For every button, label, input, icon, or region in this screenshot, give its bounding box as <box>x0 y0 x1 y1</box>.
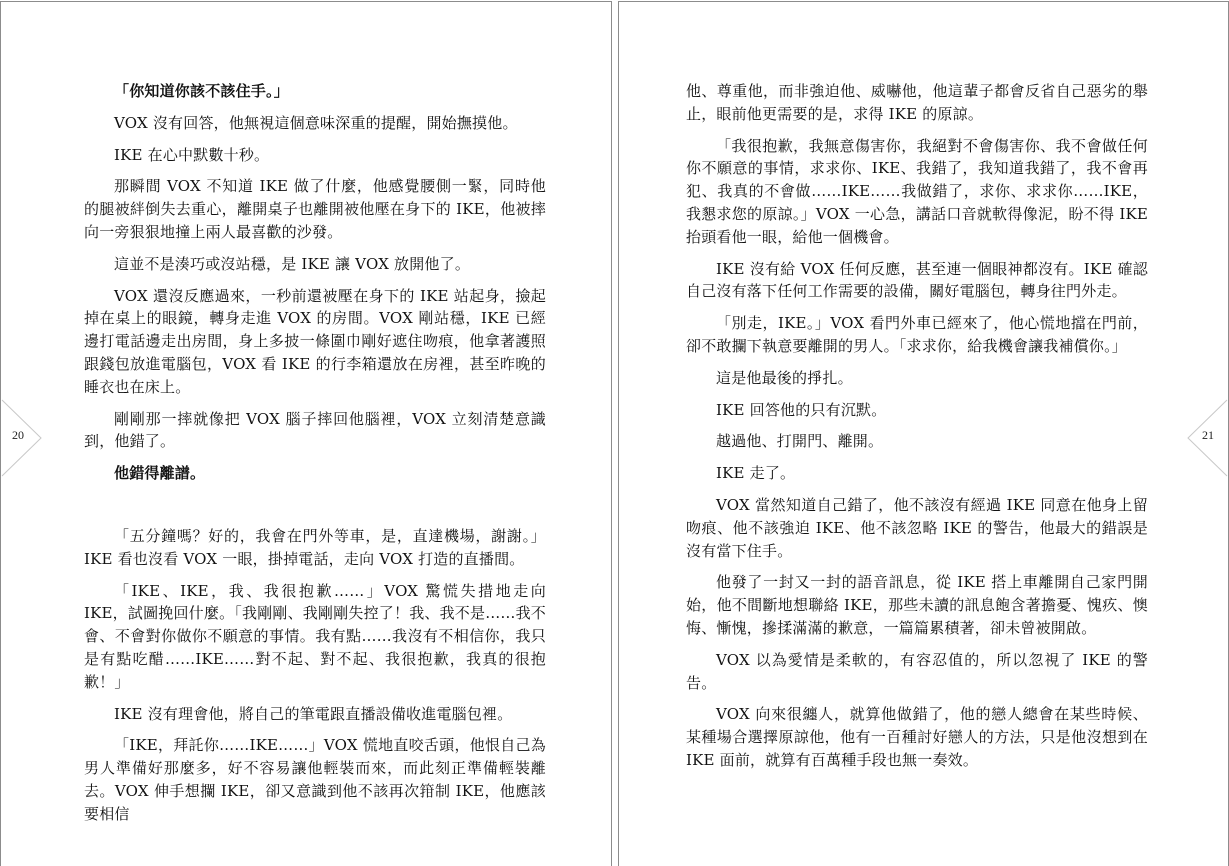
paragraph: 越過他、打開門、離開。 <box>716 432 884 451</box>
paragraph: 「別走，IKE。」VOX 看門外車已經來了，他心慌地擋在門前，卻不敢攔下執意要離開的男人。「求求你，給我機會讓我補償你。」 <box>686 314 1148 355</box>
paragraph: VOX 沒有回答，他無視這個意味深重的提醒，開始撫摸他。 <box>114 113 518 132</box>
paragraph: VOX 向來很纏人，就算他做錯了，他的戀人總會在某些時候、某種場合選擇原諒他，他有一百種討好戀人的方法，只是他沒想到在 IKE 面前，就算有百萬種手段也無一奏效。 <box>686 705 1148 769</box>
paragraph: 這並不是湊巧或沒站穩，是 IKE 讓 VOX 放開他了。 <box>114 254 471 273</box>
paragraph: 他發了一封又一封的語音訊息，從 IKE 搭上車離開自己家門開始，他不間斷地想聯絡 IKE，那些未讀的訊息飽含著擔憂、愧疚、懊悔、慚愧，摻揉滿滿的歉意，一篇篇累積著，卻未曾被開啟。 <box>686 573 1148 637</box>
left-page <box>0 1 612 866</box>
paragraph: 「五分鐘嗎？好的，我會在門外等車，是，直達機場，謝謝。」IKE 看也沒看 VOX 一眼，掛掉電話，走向 VOX 打造的直播間。 <box>84 526 546 568</box>
page-number-left: 20 <box>12 428 24 442</box>
paragraph: 剛剛那一摔就像把 VOX 腦子摔回他腦裡，VOX 立刻清楚意識到，他錯了。 <box>84 409 546 451</box>
paragraph: IKE 走了。 <box>716 464 796 483</box>
paragraph: IKE 在心中默數十秒。 <box>114 145 270 164</box>
paragraph: IKE 沒有給 VOX 任何反應，甚至連一個眼神都沒有。IKE 確認自己沒有落下任何工作需要的設備，關好電腦包，轉身往門外走。 <box>686 259 1148 301</box>
paragraph: VOX 以為愛情是柔軟的，有容忍值的，所以忽視了 IKE 的警告。 <box>686 650 1148 692</box>
right-page-text <box>686 80 1148 781</box>
paragraph: 這是他最後的掙扎。 <box>716 368 853 387</box>
paragraph: VOX 還沒反應過來，一秒前還被壓在身下的 IKE 站起身，撿起掉在桌上的眼鏡，轉身走進 VOX 的房間。VOX 剛站穩，IKE 已經邊打電話邊走出房間，身上多披一條圍巾剛好遮住吻痕，他拿著護照跟錢包放進電腦包，VOX 看 IKE 的行李箱還放在房裡，甚至昨晚的睡衣也在床上。 <box>84 286 546 396</box>
left-page-text <box>84 80 546 835</box>
right-page <box>618 1 1229 866</box>
paragraph: VOX 當然知道自己錯了，他不該沒有經過 IKE 同意在他身上留吻痕、他不該強迫 IKE、他不該忽略 IKE 的警告，他最大的錯誤是沒有當下住手。 <box>686 495 1148 560</box>
paragraph: 他、尊重他，而非強迫他、威嚇他，他這輩子都會反省自己惡劣的舉止，眼前他更需要的是，求得 IKE 的原諒。 <box>686 82 1148 123</box>
paragraph: IKE 回答他的只有沉默。 <box>716 400 887 419</box>
paragraph: IKE 沒有理會他，將自己的筆電跟直播設備收進電腦包裡。 <box>114 704 513 723</box>
paragraph: 「IKE，拜託你……IKE……」VOX 慌地直咬舌頭，他恨自己為男人準備好那麼多，好不容易讓他輕裝而來，而此刻正準備輕裝離去。VOX 伸手想攔 IKE，卻又意識到他不該再次箝制 IKE，他應該要相信 <box>84 736 546 823</box>
paragraph: 「IKE、IKE，我、我很抱歉……」VOX 驚慌失措地走向 IKE，試圖挽回什麼。「我剛剛、我剛剛失控了！我、我不是……我不會、不會對你做你不願意的事情。我有點……我沒有不相信你，我只是有點吃醋……IKE……對不起、對不起、我很抱歉，我真的很抱歉！」 <box>84 581 546 691</box>
paragraph: 那瞬間 VOX 不知道 IKE 做了什麼，他感覺腰側一緊，同時他的腿被絆倒失去重心，離開桌子也離開被他壓在身下的 IKE，他被摔向一旁狠狠地撞上兩人最喜歡的沙發。 <box>84 177 546 241</box>
page-number-right: 21 <box>1202 428 1214 442</box>
paragraph: 他錯得離譜。 <box>114 464 206 483</box>
paragraph: 「我很抱歉，我無意傷害你，我絕對不會傷害你、我不會做任何你不願意的事情，求求你、IKE、我錯了，我知道我錯了，我不會再犯、我真的不會做……IKE……我做錯了，求你、求求你……IKE，我懇求您的原諒。」VOX 一心急，講話口音就軟得像泥，盼不得 IKE 抬頭看他一眼，給他一個機會。 <box>686 136 1148 246</box>
paragraph: 「你知道你該不該住手。」 <box>114 82 289 100</box>
